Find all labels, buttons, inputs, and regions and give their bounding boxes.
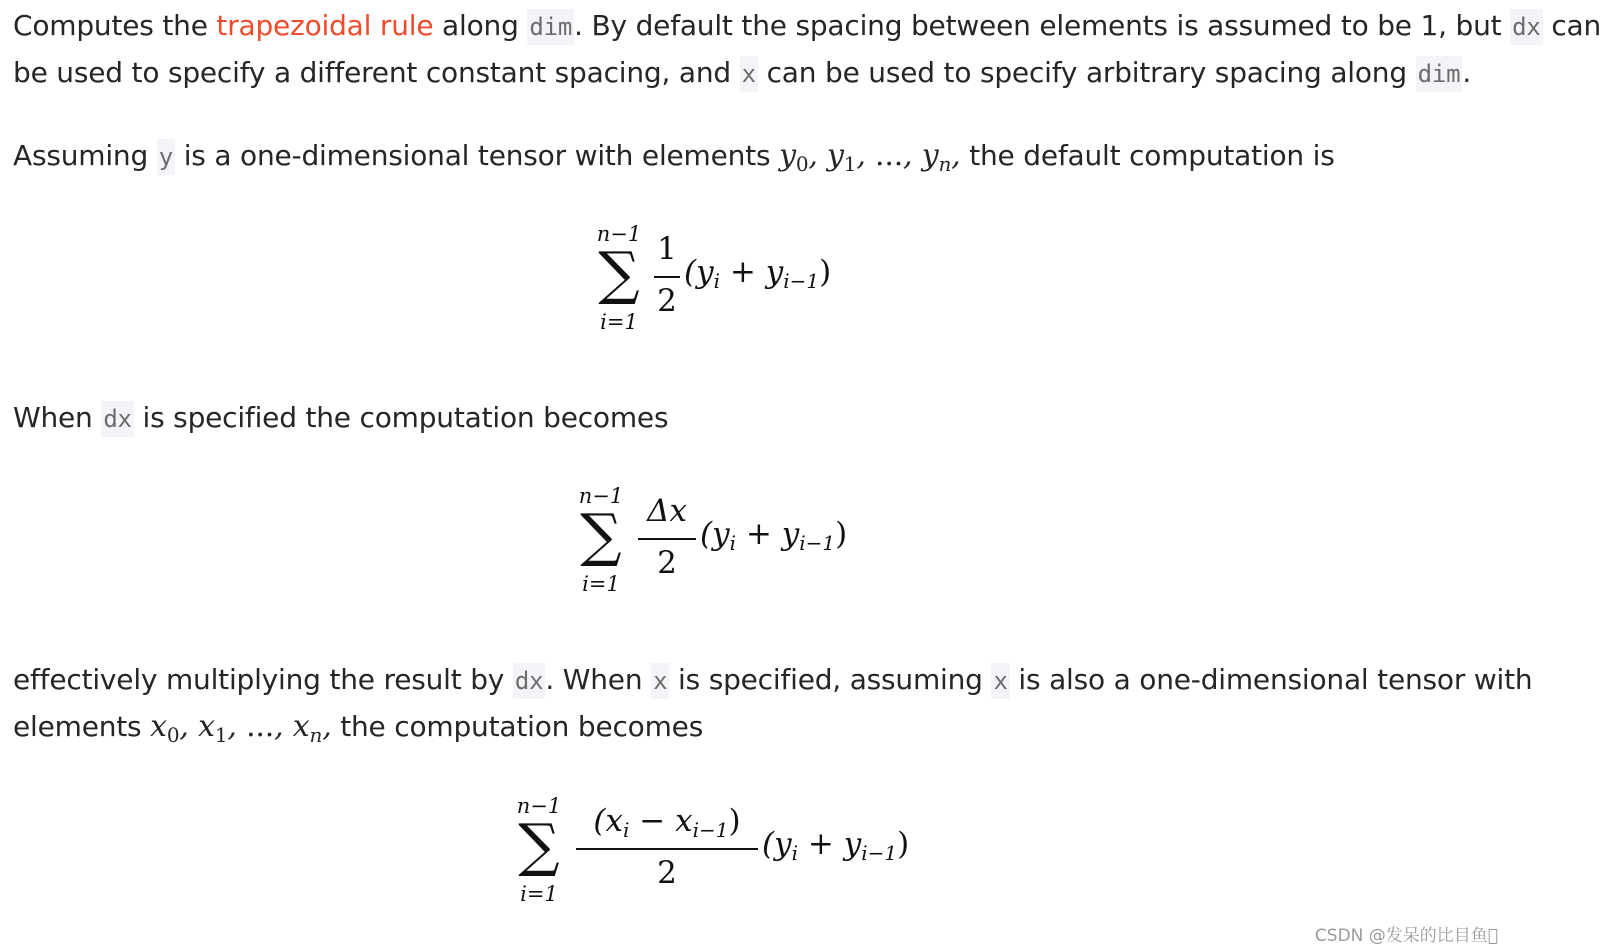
paragraph-effectively — [13, 657, 1532, 750]
code-x: x — [991, 663, 1009, 699]
text: can — [1542, 9, 1601, 42]
code-dx: dx — [513, 663, 546, 699]
code-x: x — [651, 663, 669, 699]
text: effectively multiplying the result by — [13, 663, 513, 696]
math-elements: $x_0$, $x_1$, ..., $x_n$, — [150, 709, 332, 747]
text: Computes the — [13, 9, 217, 42]
paragraph-assuming — [13, 133, 1335, 180]
text: . When — [545, 663, 652, 696]
summation: n−1 ∑ i=1 — [578, 484, 624, 596]
formula-x — [508, 794, 948, 930]
code-dx: dx — [101, 401, 134, 437]
paragraph-intro — [13, 3, 1601, 97]
formula-tail: $(y_i + y_{i-1})$ — [684, 254, 832, 293]
paragraph-when-dx — [13, 395, 668, 442]
math-elements: $y_0$, $y_1$, ..., $y_n$, — [779, 138, 961, 176]
code-y: y — [157, 139, 175, 175]
summation: n−1 ∑ i=1 — [516, 794, 562, 906]
text: is also a one-dimensional tensor with — [1009, 663, 1533, 696]
text: along — [433, 9, 528, 42]
code-dim: dim — [527, 9, 574, 45]
fraction: Δx 2 — [638, 490, 696, 586]
fraction: 1 2 — [654, 228, 680, 324]
formula-tail: $(y_i + y_{i-1})$ — [700, 516, 848, 555]
text: elements — [13, 710, 151, 743]
formula-default — [588, 222, 868, 358]
trapezoidal-rule-link[interactable]: trapezoidal rule — [216, 9, 434, 42]
code-x: x — [740, 56, 758, 92]
formula-tail: $(y_i + y_{i-1})$ — [762, 826, 910, 865]
text: is specified, assuming — [669, 663, 992, 696]
text: be used to specify a different constant spacing, and — [13, 56, 740, 89]
text: is specified the computation becomes — [133, 401, 669, 434]
code-dx: dx — [1510, 9, 1543, 45]
text: . — [1462, 56, 1472, 89]
text: the default computation is — [960, 139, 1335, 172]
text: Assuming — [13, 139, 157, 172]
csdn-watermark: CSDN @发呆的比目鱼  — [1314, 926, 1498, 946]
summation: n−1 ∑ i=1 — [596, 222, 642, 334]
formula-dx — [570, 484, 880, 620]
code-dim: dim — [1416, 56, 1463, 92]
fraction: $(x_i - x_{i-1})$ 2 — [576, 800, 758, 896]
text: . By default the spacing between elements is assumed to be 1, but — [574, 9, 1511, 42]
numerator: $(x_i - x_{i-1})$ — [593, 803, 741, 842]
text: is a one-dimensional tensor with elements — [175, 139, 780, 172]
text: When — [13, 401, 102, 434]
text: the computation becomes — [331, 710, 704, 743]
text: can be used to specify arbitrary spacing along — [757, 56, 1416, 89]
